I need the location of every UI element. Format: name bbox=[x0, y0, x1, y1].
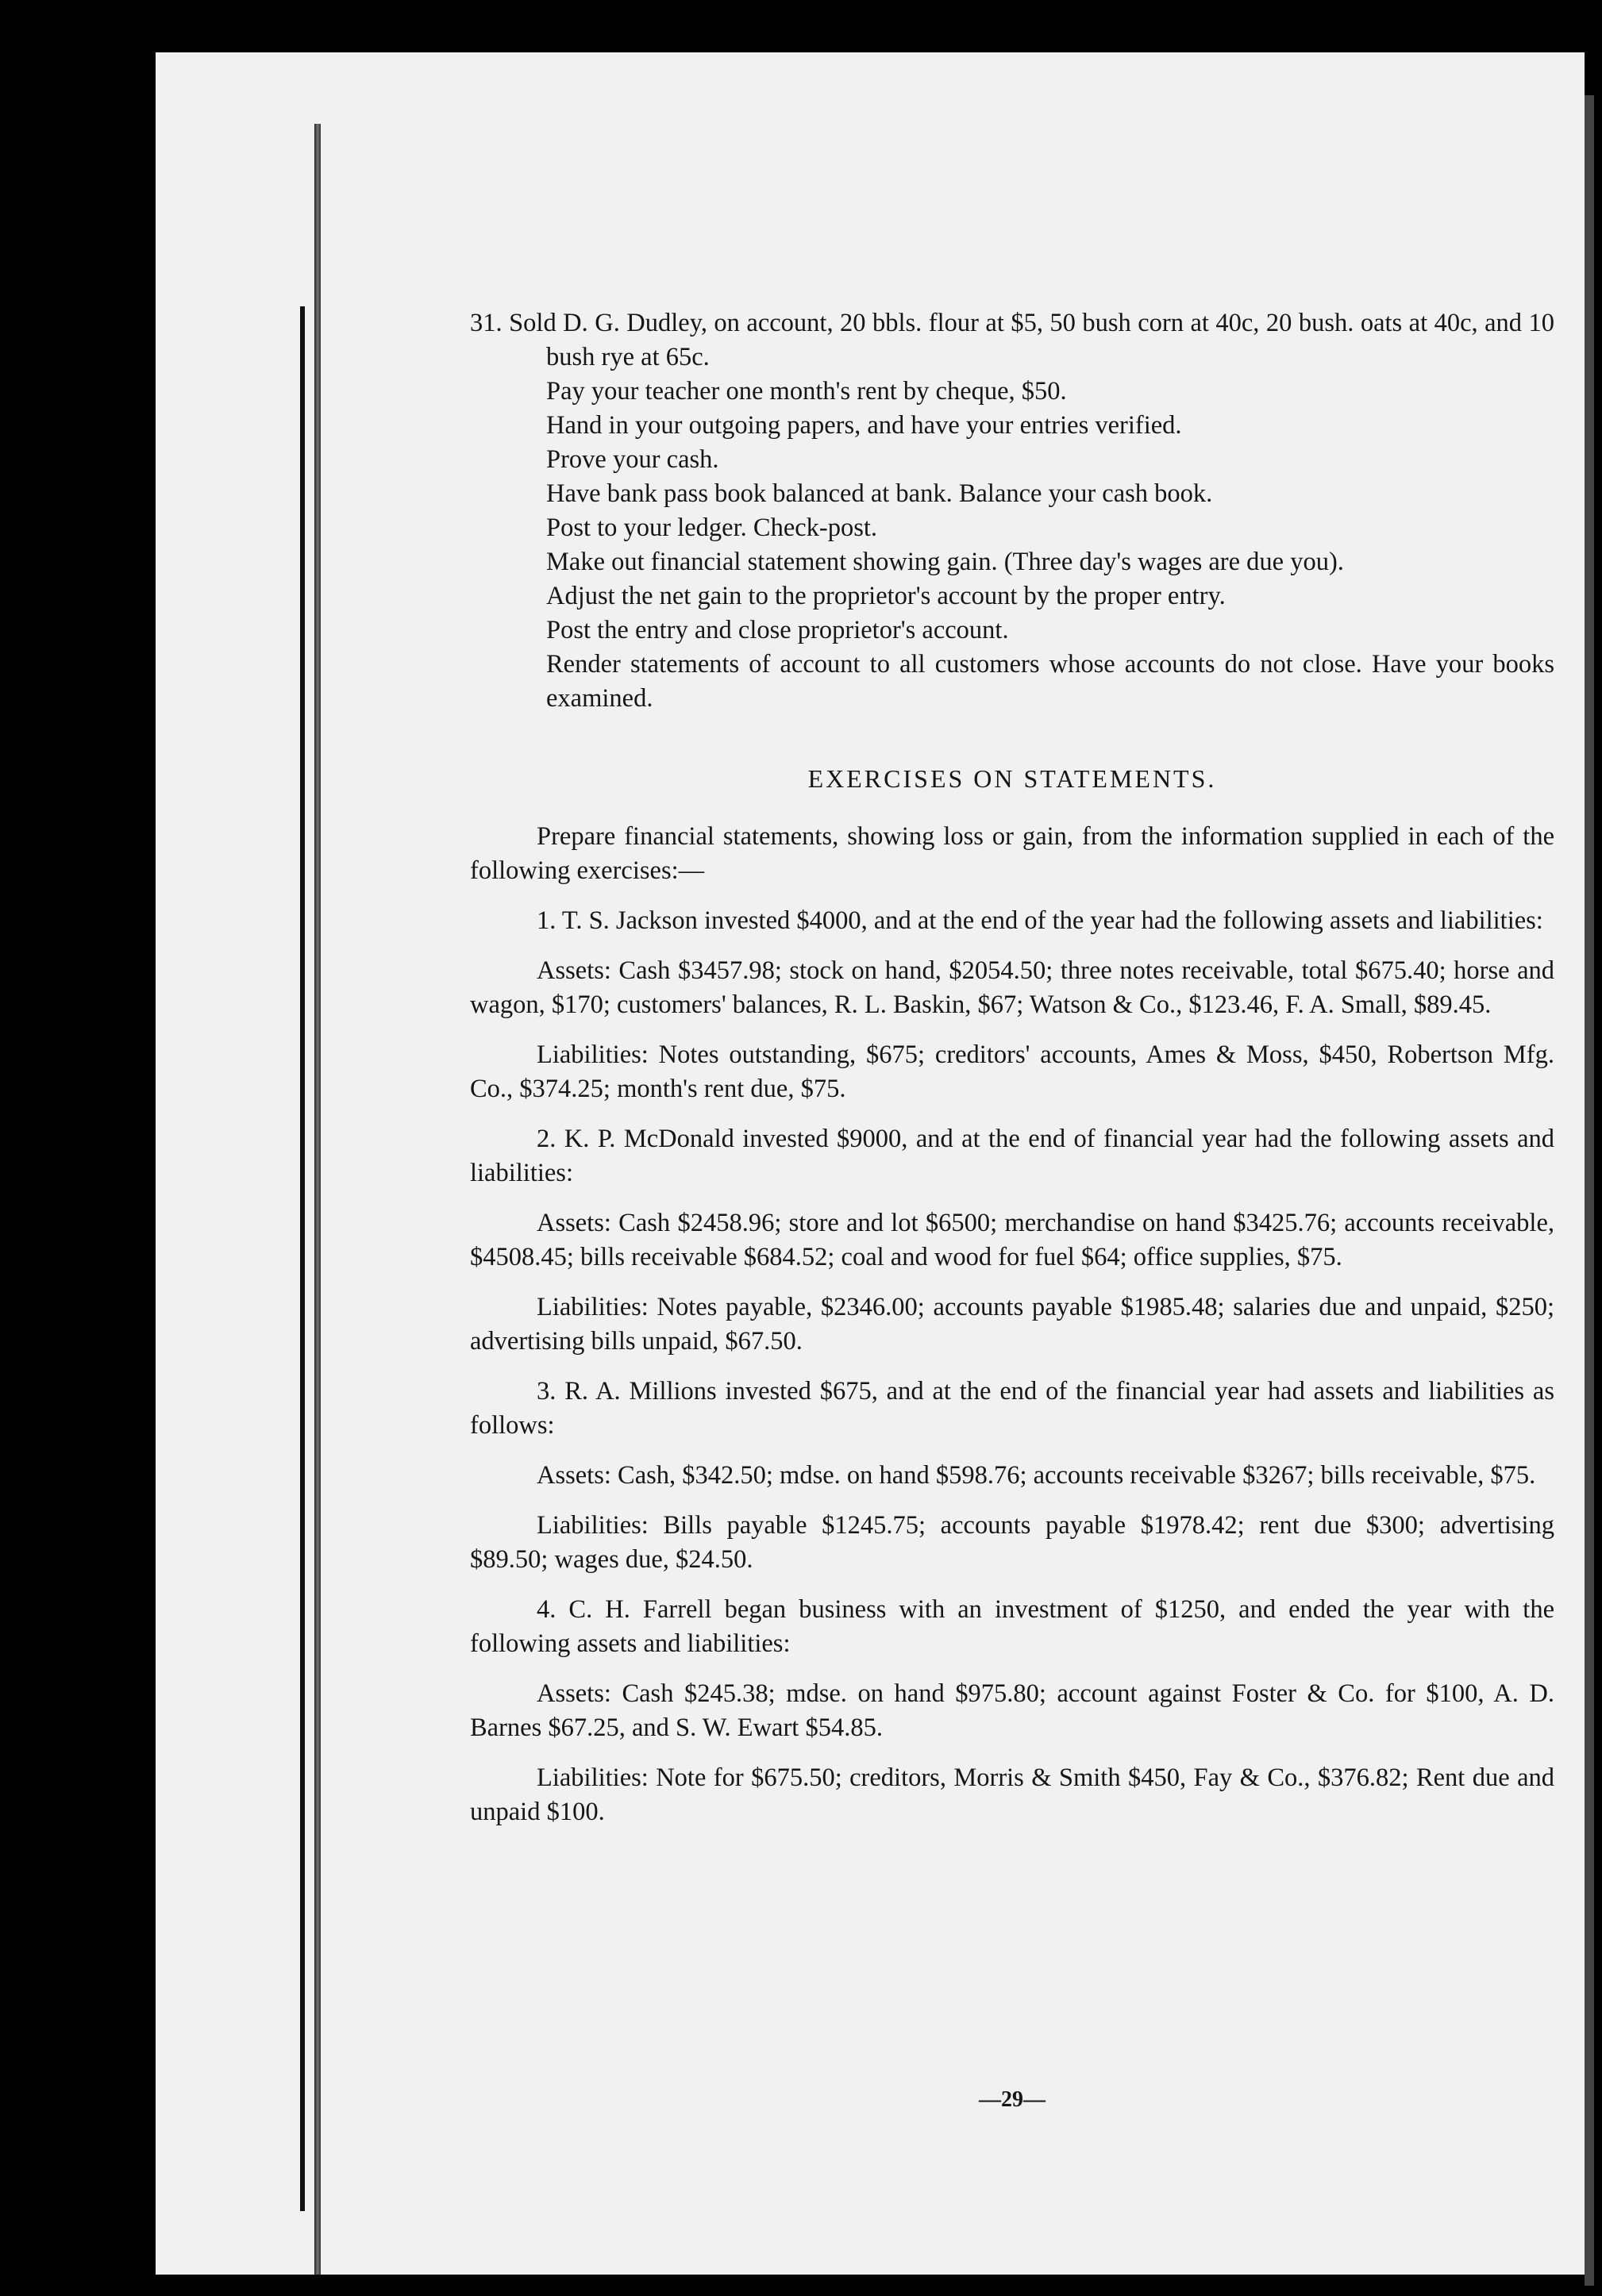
exercise-4-lead: 4. C. H. Farrell began business with an investment of $1250, and ended the year with the following assets and liabilities: bbox=[470, 1595, 1554, 1658]
task-7: Adjust the net gain to the proprietor's account by the proper entry. bbox=[546, 582, 1226, 610]
task-2: Hand in your outgoing papers, and have your entries verified. bbox=[546, 411, 1182, 440]
exercise-4-liabilities: Liabilities: Note for $675.50; creditors, Morris & Smith $450, Fay & Co., $376.82; Rent due and unpaid $100. bbox=[470, 1763, 1554, 1826]
exercise-3-liabilities: Liabilities: Bills payable $1245.75; accounts payable $1978.42; rent due $300; advertising $89.50; wages due, $24.50. bbox=[470, 1511, 1554, 1574]
binding-shadow bbox=[314, 124, 321, 2275]
task-3: Prove your cash. bbox=[546, 445, 719, 474]
task-9: Render statements of account to all customers whose accounts do not close. Have your books examined. bbox=[546, 650, 1554, 713]
binding-line bbox=[300, 306, 305, 2211]
exercise-1-assets: Assets: Cash $3457.98; stock on hand, $2054.50; three notes receivable, total $675.40; horse and wagon, $170; customers' balances, R. L. Baskin, $67; Watson & Co., $123.46, F. A. Small, $89.45. bbox=[470, 956, 1554, 1019]
task-8: Post the entry and close proprietor's account. bbox=[546, 616, 1009, 644]
page-number: —29— bbox=[979, 2087, 1046, 2112]
page-edge bbox=[1585, 95, 1594, 2286]
section-heading: EXERCISES ON STATEMENTS. bbox=[807, 764, 1217, 793]
exercise-3-assets: Assets: Cash, $342.50; mdse. on hand $598.76; accounts receivable $3267; bills receivable, $75. bbox=[537, 1461, 1536, 1490]
task-1: Pay your teacher one month's rent by cheque, $50. bbox=[546, 377, 1067, 406]
exercise-4-assets: Assets: Cash $245.38; mdse. on hand $975.80; account against Foster & Co. for $100, A. D. Barnes $67.25, and S. W. Ewart $54.85. bbox=[470, 1679, 1554, 1742]
exercise-1-lead: 1. T. S. Jackson invested $4000, and at the end of the year had the following assets and liabilities: bbox=[537, 906, 1543, 935]
task-5: Post to your ledger. Check-post. bbox=[546, 513, 878, 542]
task-4: Have bank pass book balanced at bank. Balance your cash book. bbox=[546, 479, 1213, 508]
exercise-3-lead: 3. R. A. Millions invested $675, and at the end of the financial year had assets and liabilities as follows: bbox=[470, 1377, 1554, 1440]
exercise-1-liabilities: Liabilities: Notes outstanding, $675; creditors' accounts, Ames & Moss, $450, Robertson Mfg. Co., $374.25; month's rent due, $75. bbox=[470, 1040, 1554, 1103]
exercise-2-lead: 2. K. P. McDonald invested $9000, and at the end of financial year had the following assets and liabilities: bbox=[470, 1125, 1554, 1187]
item-31: 31. Sold D. G. Dudley, on account, 20 bbls. flour at $5, 50 bush corn at 40c, 20 bush. oats at 40c, and 10 bush rye at 65c. bbox=[470, 309, 1554, 371]
intro-paragraph: Prepare financial statements, showing loss or gain, from the information supplied in each of the following exercises:— bbox=[470, 822, 1554, 885]
exercise-2-assets: Assets: Cash $2458.96; store and lot $6500; merchandise on hand $3425.76; accounts receivable, $4508.45; bills receivable $684.52; coal and wood for fuel $64; office supplies, $75. bbox=[470, 1209, 1554, 1271]
scanned-page bbox=[156, 52, 1585, 2275]
page-text bbox=[470, 306, 1554, 2112]
exercise-2-liabilities: Liabilities: Notes payable, $2346.00; accounts payable $1985.48; salaries due and unpaid, $250; advertising bills unpaid, $67.50. bbox=[470, 1293, 1554, 1356]
task-6: Make out financial statement showing gain. (Three day's wages are due you). bbox=[546, 548, 1344, 576]
